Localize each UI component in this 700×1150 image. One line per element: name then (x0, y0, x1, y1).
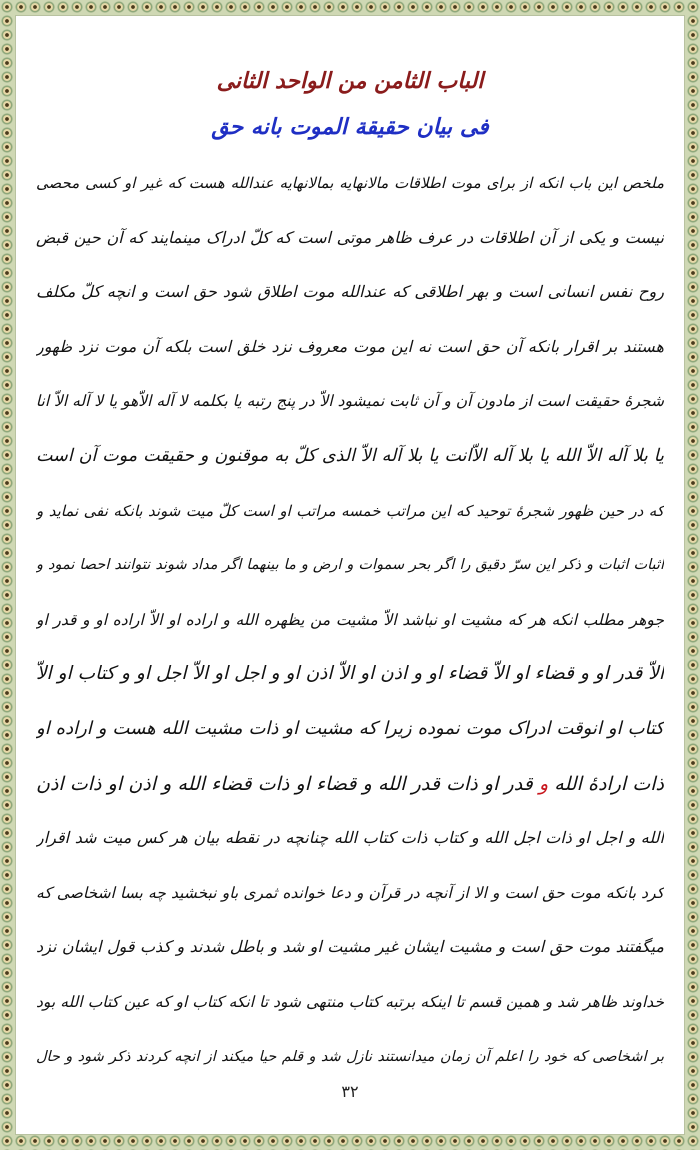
text-line: هستند بر اقرار بانکه آن حق است نه این موت معروف نزد خلق است بلکه آن موت نزد ظهور (36, 336, 664, 356)
text-line: کرد بانکه موت حق است و الا از آنچه در قرآن و دعا خوانده ثمری باو نبخشید چه بسا اشخاصی که (36, 883, 664, 902)
text-line: نیست و یکی از آن اطلاقات در عرف ظاهر موتی است که کلّ ادراک مینمایند که آن حین قبض (36, 227, 664, 247)
text-line: الله و اجل او ذات اجل الله و کتاب ذات کتاب الله چنانچه در نقطه بیان هر کس میت شد اقرار (36, 828, 664, 848)
text-line: الاّ قدر او و قضاء او الاّ قضاء او و اذن او الاّ اذن او و اجل او الاّ اجل او و کتاب او الاّ (36, 663, 664, 685)
text-line: اثبات اثبات و ذکر این سرّ دقیق را اگر بحر سموات و ارض و ما بینهما اگر مداد شوند نتوانند احصا نمود و (36, 557, 664, 574)
text-line: میگفتند موت حق است و مشیت ایشان غیر مشیت او شد و باطل شدند و کذب قول ایشان نزد (36, 937, 664, 957)
highlighted-word: و (538, 772, 549, 795)
page (16, 16, 684, 1134)
text-line: بر اشخاصی که خود را اعلم آن زمان میدانستند نازل شد و قلم حیا میکند از انچه کردند ذکر شود و حال (36, 1048, 664, 1065)
chapter-title: الباب الثامن من الواحد الثانی (216, 68, 484, 94)
chapter-subtitle: فی بیان حقیقة الموت بانه حق (211, 114, 489, 140)
text-line: شجرهٔ حقیقت است از مادون آن و آن ثابت نمیشود الاّ در پنج رتبه یا بکلمه لا آله الاّهو یا لا آله الاّ انا (36, 392, 664, 411)
text-line: جوهر مطلب انکه هر که مشیت او نباشد الاّ مشیت من یظهره الله و اراده او الاّ اراده او و قدر او (36, 610, 664, 629)
text-line: کتاب او انوقت ادراک موت نموده زیرا که مشیت او ذات مشیت الله هست و اراده او (36, 717, 664, 739)
page-number: ۳۲ (341, 1082, 359, 1101)
text-line: یا بلا آله الاّ الله یا بلا آله الاّانت یا بلا آله الاّ الذی کلّ به موقنون و حقیقت موت آن است (36, 445, 664, 466)
text-line: ملخص این باب انکه از برای موت اطلاقات مالانهایه بمالانهایه عندالله هست که غیر او کسی محصی (36, 174, 664, 192)
text-line-with-highlight (36, 757, 664, 812)
text-line: روح نفس انسانی است و بهر اطلاقی که عندالله موت اطلاق شود حق است و انچه کلّ مکلف (36, 282, 664, 302)
text-segment: ذات ارادهٔ الله (548, 772, 664, 795)
body-text (36, 156, 664, 1084)
text-line: که در حین ظهور شجرهٔ توحید که این مراتب خمسه مراتب او است کلّ میت شوند بانکه نفی نماید و (36, 501, 664, 520)
text-segment: قدر او ذات قدر الله و قضاء او ذات قضاء الله و اذن او ذات اذن (36, 772, 539, 795)
text-line: خداوند ظاهر شد و همین قسم تا اینکه برتبه کتاب منتهی شود تا انکه کتاب او که عین کتاب الله بود (36, 992, 664, 1011)
